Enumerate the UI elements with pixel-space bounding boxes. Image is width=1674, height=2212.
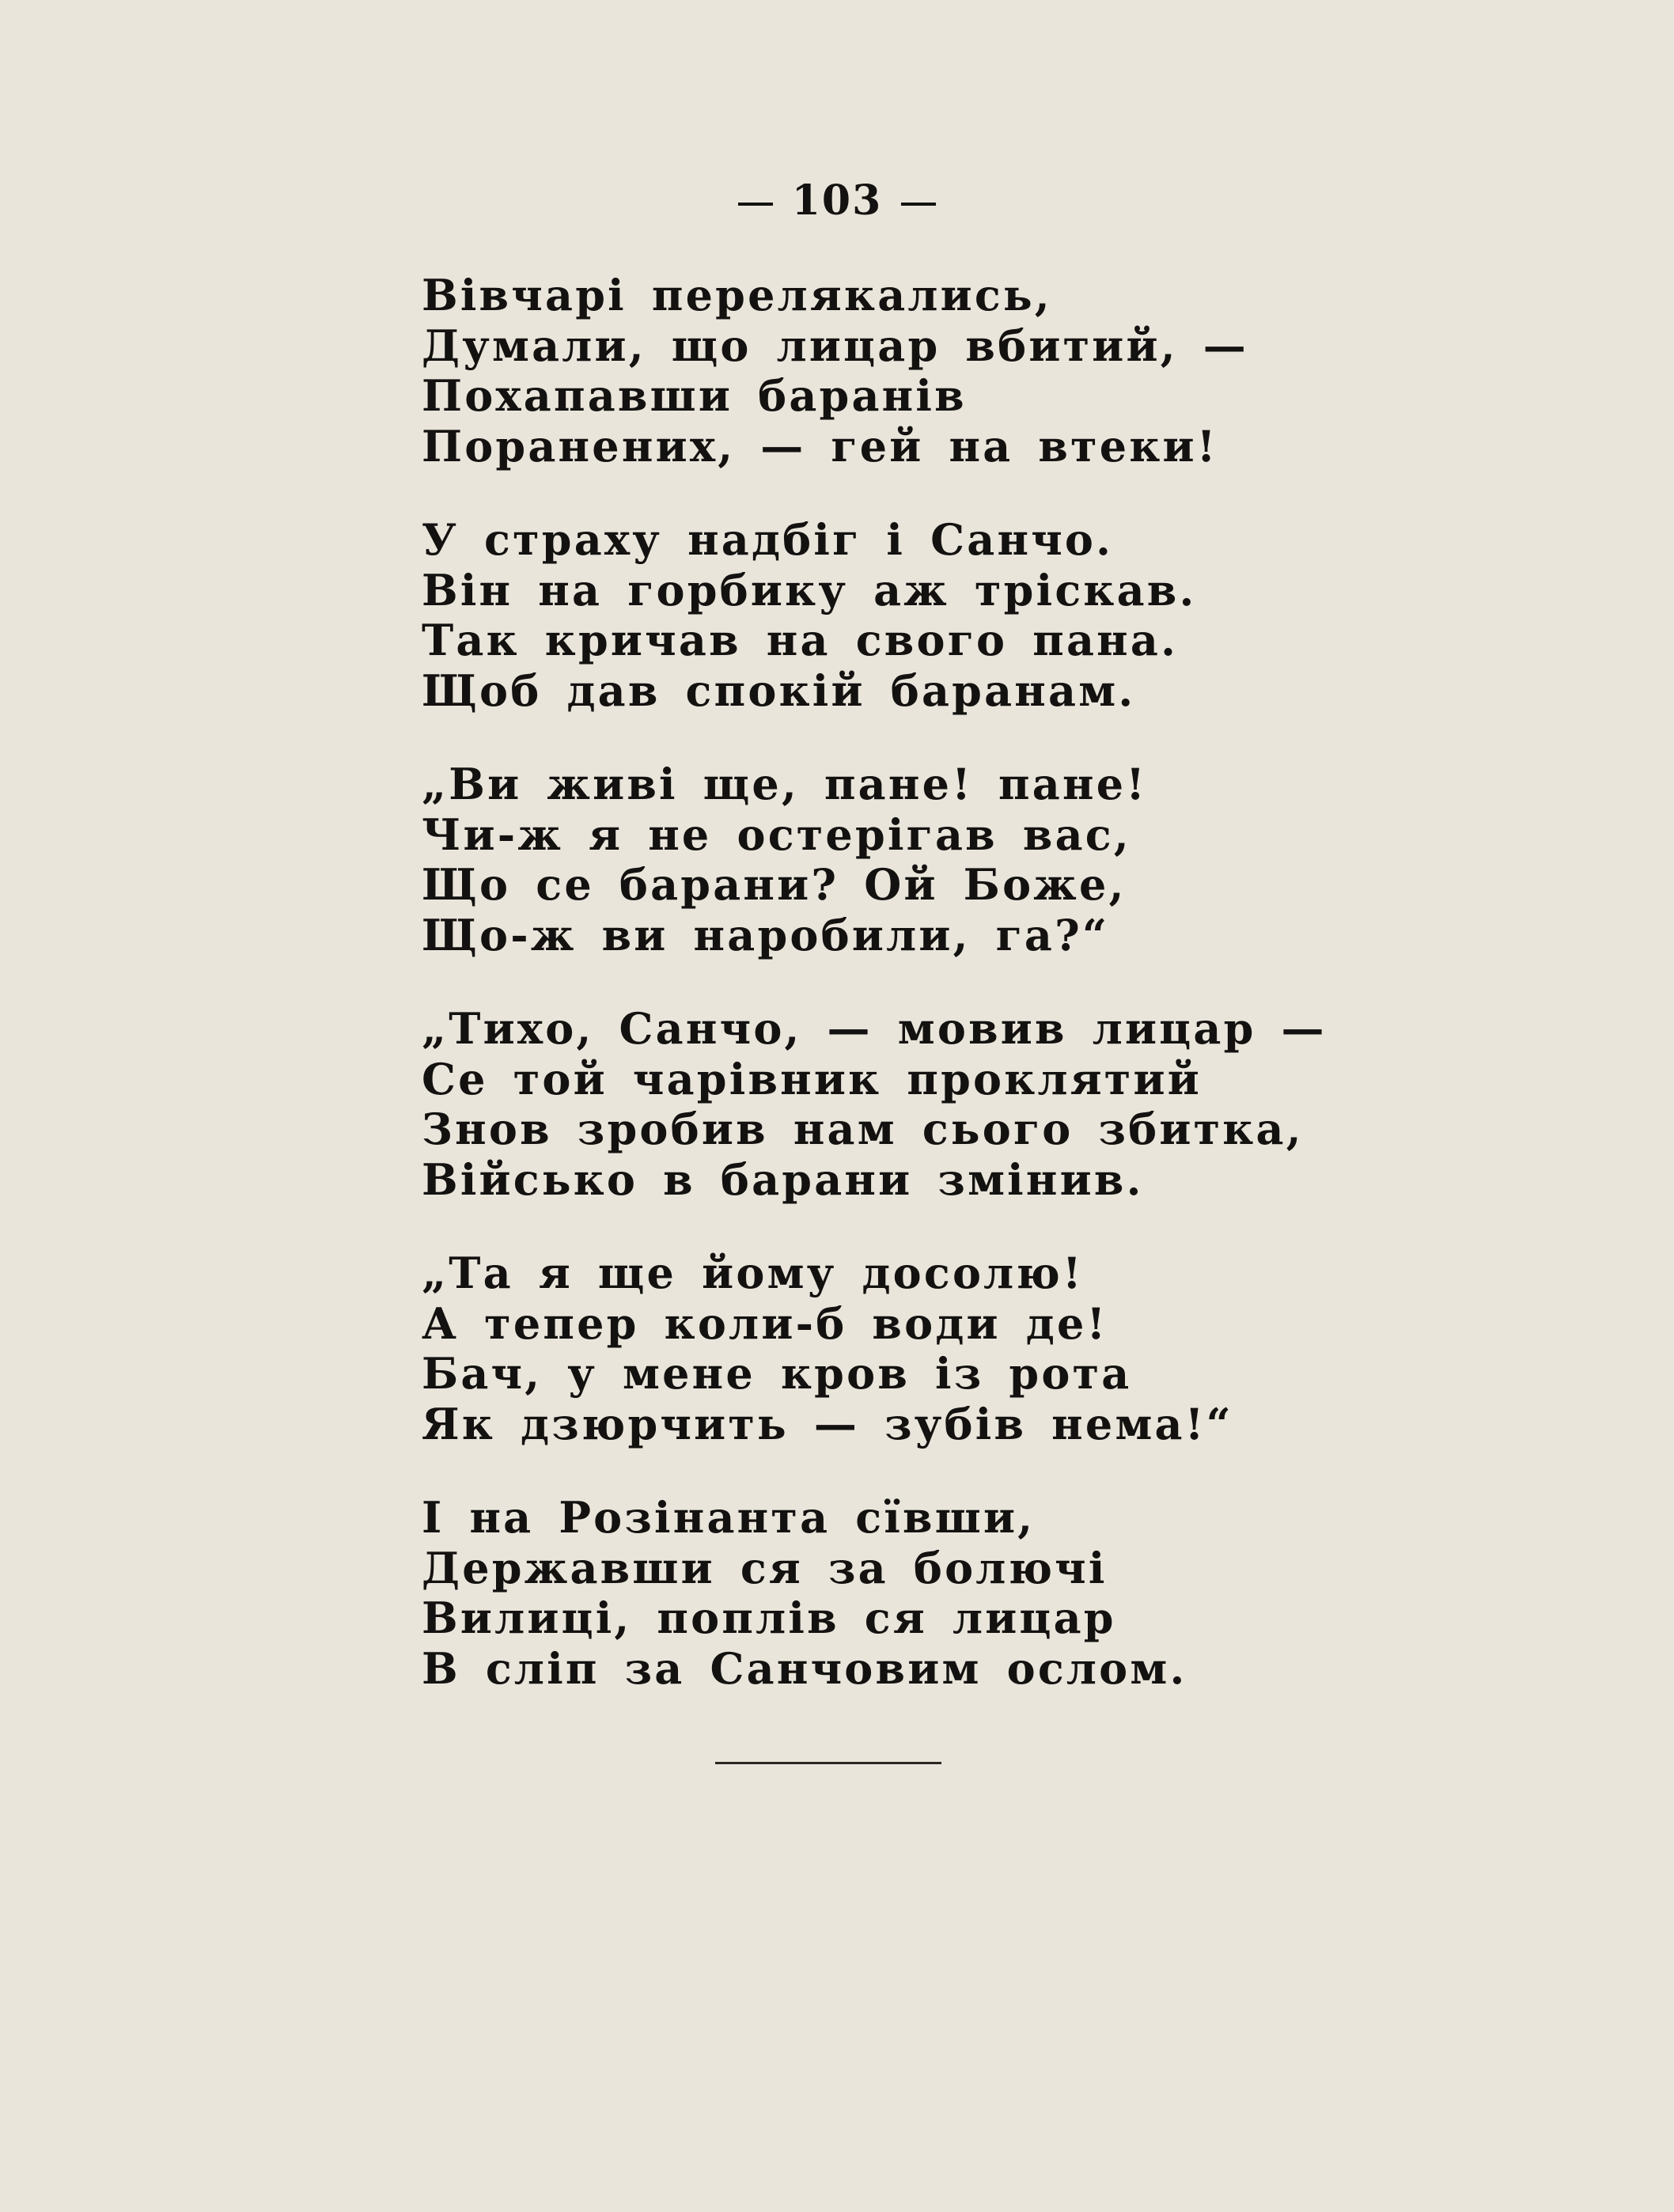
verse-line: Думали, що лицар вбитий, —	[422, 320, 1248, 371]
verse-line: Бач, у мене кров із рота	[422, 1348, 1132, 1399]
verse-line: Поранених, — гей на втеки!	[422, 420, 1218, 472]
stanza-4	[422, 1004, 1640, 1205]
page-number: 103	[791, 176, 883, 225]
verse-line: Се той чарівник проклятий	[422, 1053, 1202, 1104]
verse-line: Військо в барани змінив.	[422, 1153, 1144, 1205]
verse-line: Вилиці, поплів ся лицар	[422, 1593, 1116, 1643]
stanza-1	[422, 271, 1640, 472]
verse-line: „Тихо, Санчо, — мовив лицар —	[422, 1003, 1327, 1054]
right-dash	[901, 203, 936, 206]
verse-line: Знов зробив нам сього збитка,	[422, 1104, 1304, 1154]
verse-line: Як дзюрчить — зубів нема!“	[422, 1398, 1233, 1449]
verse-line: А тепер коли-б води де!	[422, 1297, 1108, 1349]
stanza-5	[422, 1248, 1640, 1449]
left-dash	[738, 203, 773, 206]
verse-line: В сліп за Санчовим ослом.	[422, 1642, 1187, 1694]
verse-line: Державши ся за болючі	[422, 1542, 1108, 1593]
verse-line: Що-ж ви наробили, га?“	[422, 909, 1110, 960]
verse-line: Вівчарі перелякались,	[422, 270, 1052, 320]
verse-line: Що се барани? Ой Боже,	[422, 859, 1127, 910]
stanza-6	[422, 1493, 1640, 1694]
verse-line: У страху надбіг і Санчо.	[422, 514, 1114, 565]
verse-line: Похапавши баранів	[422, 370, 967, 421]
verse-line: „Ви живі ще, пане! пане!	[422, 759, 1148, 809]
verse-line: Чи-ж я не остерігав вас,	[422, 809, 1131, 860]
verse-line: Щоб дав спокій баранам.	[422, 665, 1136, 716]
verse-line: І на Розінанта сївши,	[422, 1492, 1036, 1543]
section-end-rule	[715, 1762, 941, 1764]
page-number-header	[0, 176, 1674, 226]
stanza-3	[422, 759, 1640, 960]
verse-line: Так кричав на свого пана.	[422, 615, 1179, 665]
verse-line: „Та я ще йому досолю!	[422, 1248, 1084, 1298]
stanza-2	[422, 515, 1640, 716]
verse-line: Він на горбику аж тріскав.	[422, 564, 1197, 615]
poem-text	[422, 271, 1640, 1737]
